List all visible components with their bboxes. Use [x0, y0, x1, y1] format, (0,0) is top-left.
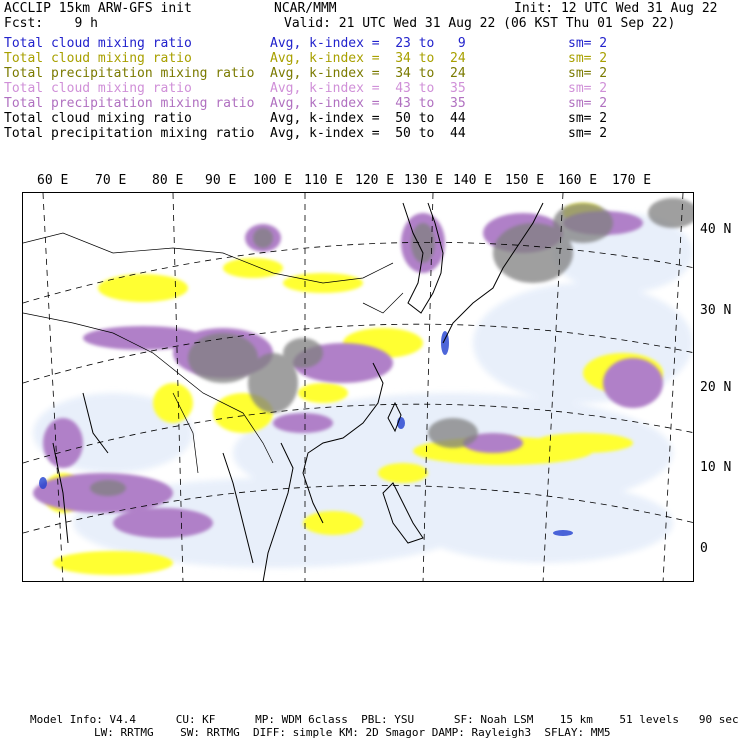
longitude-label: 140 E	[453, 173, 493, 188]
longitude-label: 130 E	[404, 173, 444, 188]
model-info-line-2: LW: RRTMG SW: RRTMG DIFF: simple KM: 2D Smagor DAMP: Rayleigh3 SFLAY: MM5	[94, 726, 611, 739]
field-avg: Avg, k-index = 34 to 24	[270, 66, 466, 81]
field-sm: sm= 2	[568, 126, 608, 141]
field-name: Total precipitation mixing ratio	[4, 96, 255, 111]
longitude-label: 170 E	[612, 173, 652, 188]
longitude-label: 70 E	[95, 173, 127, 188]
longitude-label: 80 E	[152, 173, 184, 188]
field-sm: sm= 2	[568, 96, 608, 111]
latitude-label: 0	[700, 541, 708, 556]
model-title: ACCLIP 15km ARW-GFS init	[4, 1, 192, 16]
longitude-label: 160 E	[558, 173, 598, 188]
field-name: Total cloud mixing ratio	[4, 36, 192, 51]
field-avg: Avg, k-index = 50 to 44	[270, 111, 466, 126]
field-avg: Avg, k-index = 43 to 35	[270, 81, 466, 96]
latitude-label: 30 N	[700, 303, 732, 318]
longitude-label: 120 E	[355, 173, 395, 188]
model-info-line-1: Model Info: V4.4 CU: KF MP: WDM 6class PBL: YSU SF: Noah LSM 15 km 51 levels 90 sec	[30, 713, 739, 726]
latitude-label: 20 N	[700, 380, 732, 395]
field-name: Total cloud mixing ratio	[4, 81, 192, 96]
field-avg: Avg, k-index = 50 to 44	[270, 126, 466, 141]
org-label: NCAR/MMM	[274, 1, 337, 16]
field-sm: sm= 2	[568, 36, 608, 51]
longitude-label: 150 E	[505, 173, 545, 188]
field-name: Total precipitation mixing ratio	[4, 66, 255, 81]
field-sm: sm= 2	[568, 51, 608, 66]
forecast-map	[22, 192, 694, 582]
field-avg: Avg, k-index = 43 to 35	[270, 96, 466, 111]
latitude-label: 40 N	[700, 222, 732, 237]
map-canvas	[23, 193, 694, 582]
field-avg: Avg, k-index = 34 to 24	[270, 51, 466, 66]
valid-time: Valid: 21 UTC Wed 31 Aug 22 (06 KST Thu 01 Sep 22)	[284, 16, 676, 31]
longitude-label: 100 E	[253, 173, 293, 188]
field-sm: sm= 2	[568, 66, 608, 81]
field-name: Total cloud mixing ratio	[4, 111, 192, 126]
field-avg: Avg, k-index = 23 to 9	[270, 36, 466, 51]
field-sm: sm= 2	[568, 111, 608, 126]
field-name: Total cloud mixing ratio	[4, 51, 192, 66]
forecast-hour: Fcst: 9 h	[4, 16, 98, 31]
latitude-label: 10 N	[700, 460, 732, 475]
longitude-label: 60 E	[37, 173, 69, 188]
longitude-label: 110 E	[304, 173, 344, 188]
field-name: Total precipitation mixing ratio	[4, 126, 255, 141]
field-sm: sm= 2	[568, 81, 608, 96]
longitude-label: 90 E	[205, 173, 237, 188]
init-time: Init: 12 UTC Wed 31 Aug 22	[514, 1, 718, 16]
